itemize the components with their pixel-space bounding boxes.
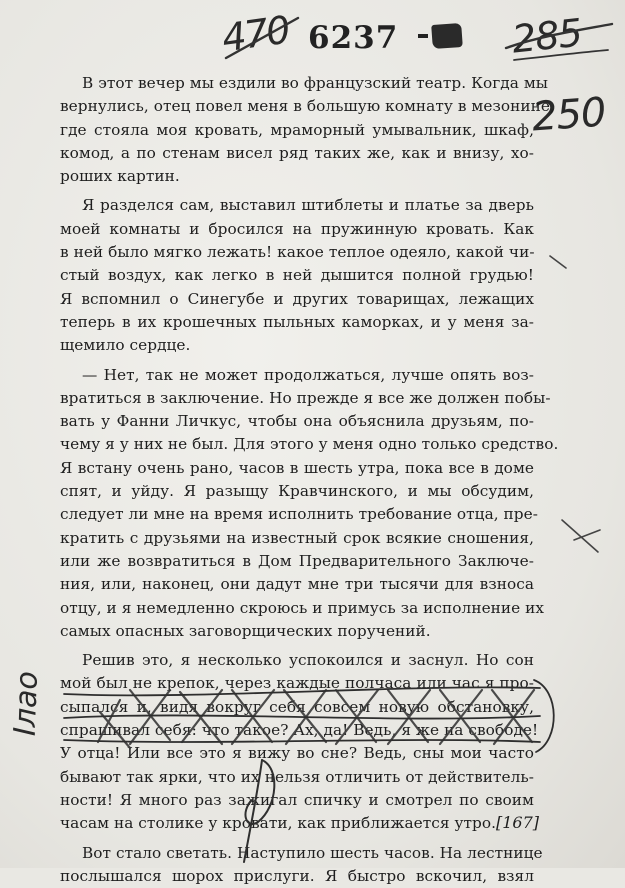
text-line: кратить с друзьями на известный срок всякие сношения,: [60, 527, 534, 550]
text-line: ности! Я много раз зажигал спичку и смотрел по своим: [60, 789, 534, 812]
text-line: Решив это, я несколько успокоился и заснул. Но сон: [60, 649, 534, 672]
text-line: В этот вечер мы ездили во французский театр. Когда мы: [60, 72, 534, 95]
body-text: [60, 72, 534, 888]
text-line: часам на столике у кровати, как приближается утро.: [60, 812, 534, 835]
text-line: спят, и уйду. Я разыщу Кравчинского, и мы обсудим,: [60, 480, 534, 503]
bracket-curve: [534, 680, 554, 752]
text-line: щемило сердце.: [60, 334, 534, 357]
text-line: бывают так ярки, что их нельзя отличить от действитель-: [60, 766, 534, 789]
text-line: послышался шорох прислуги. Я быстро вскочил, взял: [60, 865, 534, 888]
text-line: вернулись, отец повел меня в большую комнату в мезонине,: [60, 95, 534, 118]
text-line: мой был не крепок, через каждые полчаса или час я про-: [60, 672, 534, 695]
text-line: вратиться в заключение. Но прежде я все же должен побы-: [60, 387, 534, 410]
text-line: чему я у них не был. Для этого у меня одно только средство.: [60, 433, 534, 456]
text-line: спрашивал себя: что такое? Ах, да! Ведь, я же на свободе!: [60, 719, 534, 742]
text-line: теперь в их крошечных пыльных каморках, и у меня за-: [60, 311, 534, 334]
ink-stamp-blob: [431, 23, 463, 49]
text-line: ния, или, наконец, они дадут мне три тысячи для взноса: [60, 573, 534, 596]
text-line: или же возвратиться в Дом Предварительного Заключе-: [60, 550, 534, 573]
handwritten-struck-number: 470: [219, 8, 291, 61]
margin-tick: [562, 520, 598, 552]
text-line: моей комнаты и бросился на пружинную кровать. Как: [60, 218, 534, 241]
text-line: Я разделся сам, выставил штиблеты и платье за дверь: [60, 194, 534, 217]
text-line: Вот стало светать. Наступило шесть часов. На лестнице: [60, 842, 534, 865]
paragraph: [60, 72, 534, 188]
text-line: сыпался и, видя вокруг себя совсем новую обстановку,: [60, 696, 534, 719]
paragraph: [60, 364, 534, 644]
paragraph: [60, 194, 534, 357]
printed-page-code: 6237: [308, 20, 398, 56]
text-line: Я встану очень рано, часов в шесть утра, пока все в доме: [60, 457, 534, 480]
text-line: где стояла моя кровать, мраморный умывальник, шкаф,: [60, 119, 534, 142]
footer-page-number: [167]: [496, 813, 539, 832]
text-line: отцу, и я немедленно скроюсь и примусь за исполнение их: [60, 597, 534, 620]
text-line: следует ли мне на время исполнить требование отца, пре-: [60, 503, 534, 526]
text-line: У отца! Или все это я вижу во сне? Ведь, сны мои часто: [60, 742, 534, 765]
margin-tick: [550, 256, 566, 268]
text-line: стый воздух, как легко в ней дышится полной грудью!: [60, 264, 534, 287]
handwritten-struck-number-right: 285: [510, 10, 584, 61]
text-line: — Нет, так не может продолжаться, лучше опять воз-: [60, 364, 534, 387]
handwritten-page-number: 250: [530, 89, 606, 140]
margin-tick: [574, 530, 600, 540]
text-line: в ней было мягко лежать! какое теплое одеяло, какой чи-: [60, 241, 534, 264]
text-line: самых опасных заговорщических поручений.: [60, 620, 534, 643]
paragraph: [60, 842, 534, 888]
printed-dash: [418, 34, 428, 38]
text-line: Я вспомнил о Синегубе и других товарищах, лежащих: [60, 288, 534, 311]
text-line: вать у Фанни Личкус, чтобы она объяснила друзьям, по-: [60, 410, 534, 433]
handwritten-margin-note: Ілао: [8, 671, 45, 737]
text-line: комод, а по стенам висел ряд таких же, как и внизу, хо-: [60, 142, 534, 165]
text-line: роших картин.: [60, 165, 534, 188]
paragraph: [60, 649, 534, 835]
